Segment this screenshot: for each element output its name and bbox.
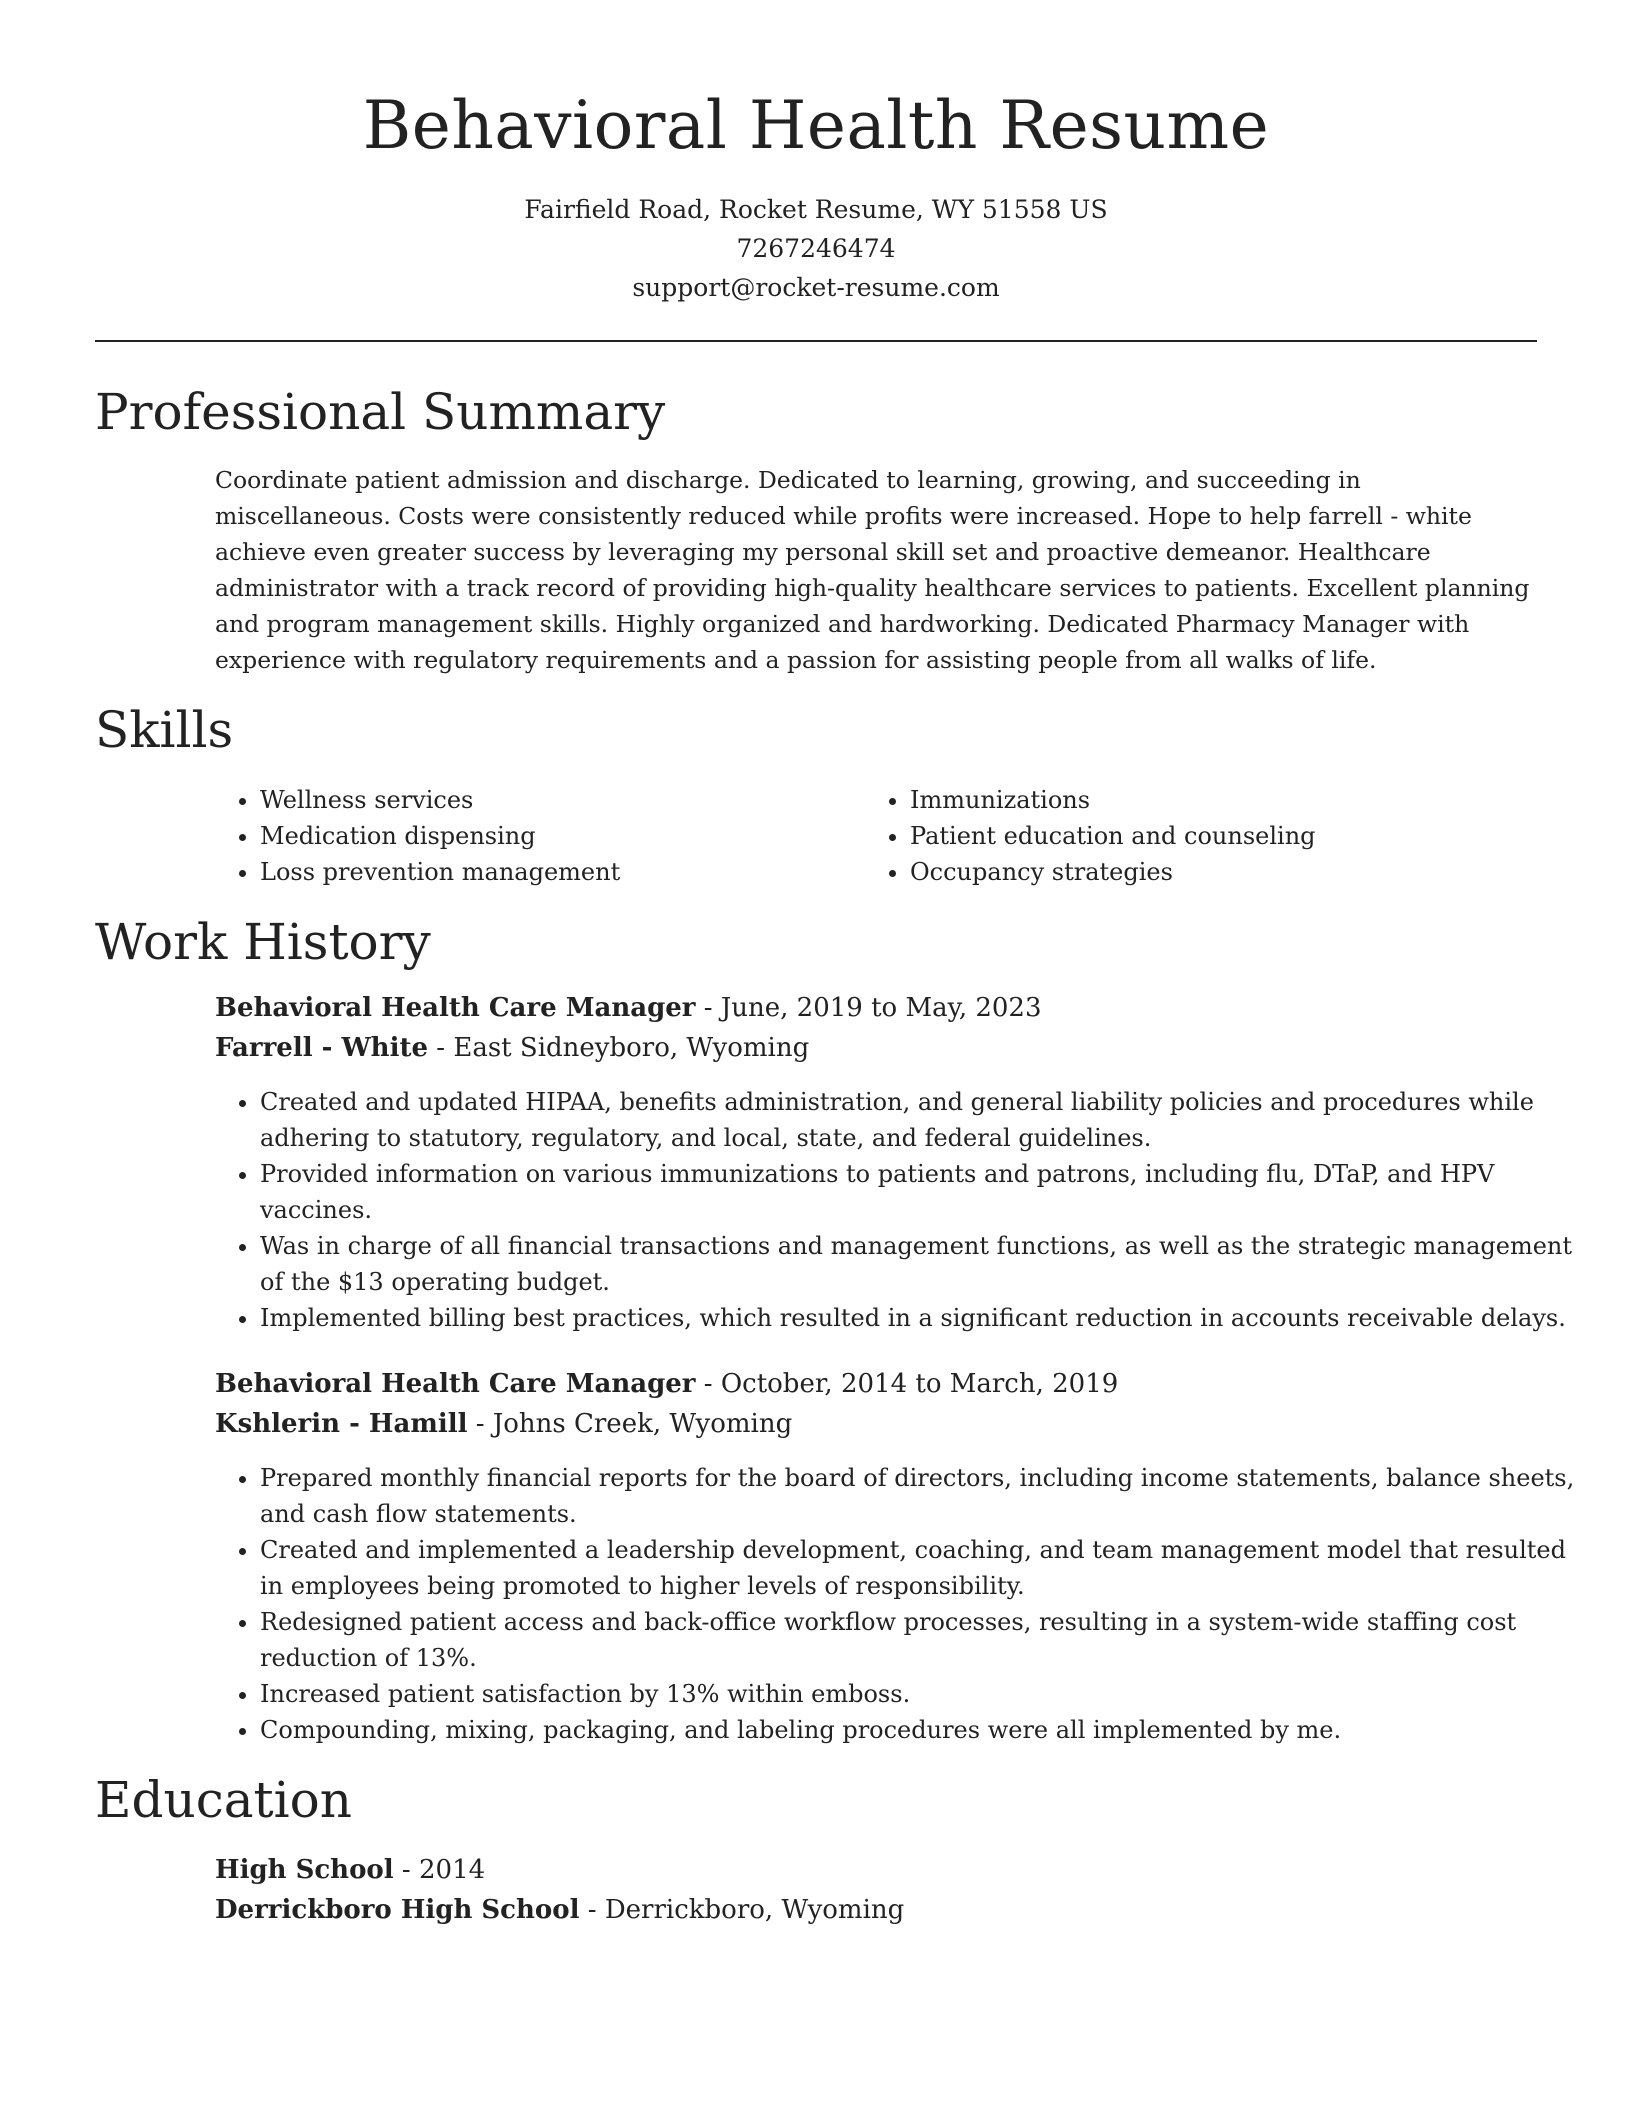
job-company-line	[215, 1404, 1540, 1444]
summary-text: Coordinate patient admission and discharge. Dedicated to learning, growing, and succeeding in miscellaneous. Costs were consistently reduced while profits were increased. Hope to help farrell - white achieve even greater success by leveraging my personal skill set and proactive demeanor. Healthcare administrator with a track record of providing high-quality healthcare services to patients. Excellent planning and program management skills. Highly organized and hardworking. Dedicated Pharmacy Manager with experience with regulatory requirements and a passion for assisting people from all walks of life.	[215, 466, 1530, 674]
job-title-line	[215, 988, 1540, 1028]
job-company-line	[215, 1028, 1540, 1068]
separator: -	[703, 993, 721, 1023]
skills-list	[215, 782, 1540, 890]
separator: -	[587, 1895, 605, 1925]
resume-header	[0, 0, 1632, 307]
company-name: Farrell - White	[215, 1033, 429, 1063]
skill-item: • Medication dispensing	[260, 818, 865, 854]
school-name: Derrickboro High School	[215, 1895, 580, 1925]
job-bullet: • Created and implemented a leadership development, coaching, and team management model that resulted in employees being promoted to higher levels of responsibility.	[260, 1532, 1585, 1604]
skill-item: • Immunizations	[910, 782, 1515, 818]
job-title: Behavioral Health Care Manager	[215, 993, 696, 1023]
job-bullets	[215, 1460, 1585, 1748]
company-name: Kshlerin - Hamill	[215, 1409, 468, 1439]
contact-block	[0, 190, 1632, 307]
degree: High School	[215, 1855, 394, 1885]
skills-column-left	[215, 782, 865, 890]
job-bullet: • Compounding, mixing, packaging, and labeling procedures were all implemented by me.	[260, 1712, 1585, 1748]
school-location: Derrickboro, Wyoming	[604, 1895, 905, 1925]
job-bullet: • Increased patient satisfaction by 13% within emboss.	[260, 1676, 1585, 1712]
separator: -	[436, 1033, 454, 1063]
skill-item: • Patient education and counseling	[910, 818, 1515, 854]
work-history-heading: Work History	[95, 913, 431, 971]
job-entry	[215, 988, 1540, 1068]
degree-line	[215, 1850, 1540, 1890]
job-location: East Sidneyboro, Wyoming	[453, 1033, 810, 1063]
job-bullet: • Redesigned patient access and back-office workflow processes, resulting in a system-wide staffing cost reduction of 13%.	[260, 1604, 1585, 1676]
job-bullet: • Prepared monthly financial reports for the board of directors, including income statements, balance sheets, and cash flow statements.	[260, 1460, 1585, 1532]
graduation-year: 2014	[418, 1855, 486, 1885]
address: Fairfield Road, Rocket Resume, WY 51558 US	[524, 195, 1108, 224]
job-dates: October, 2014 to March, 2019	[720, 1369, 1119, 1399]
job-title-line	[215, 1364, 1540, 1404]
skill-item: • Wellness services	[260, 782, 865, 818]
separator: -	[475, 1409, 493, 1439]
job-bullets	[215, 1084, 1585, 1336]
job-dates: June, 2019 to May, 2023	[720, 993, 1042, 1023]
education-entry	[215, 1850, 1540, 1930]
separator: -	[401, 1855, 419, 1885]
separator: -	[703, 1369, 721, 1399]
email: support@rocket-resume.com	[632, 273, 1000, 302]
phone: 7267246474	[736, 234, 896, 263]
skill-item: • Occupancy strategies	[910, 854, 1515, 890]
job-bullet: • Was in charge of all financial transactions and management functions, as well as the strategic management of the $13 operating budget.	[260, 1228, 1585, 1300]
skills-column-right	[865, 782, 1515, 890]
summary-heading: Professional Summary	[95, 383, 666, 441]
job-bullet: • Provided information on various immunizations to patients and patrons, including flu, DTaP, and HPV vaccines.	[260, 1156, 1585, 1228]
job-entry	[215, 1364, 1540, 1444]
education-heading: Education	[95, 1771, 352, 1829]
header-divider	[95, 340, 1537, 342]
skill-item: • Loss prevention management	[260, 854, 865, 890]
job-title: Behavioral Health Care Manager	[215, 1369, 696, 1399]
job-bullet: • Implemented billing best practices, which resulted in a significant reduction in accounts receivable delays.	[260, 1300, 1585, 1336]
job-bullet: • Created and updated HIPAA, benefits administration, and general liability policies and procedures while adhering to statutory, regulatory, and local, state, and federal guidelines.	[260, 1084, 1585, 1156]
skills-heading: Skills	[95, 701, 234, 759]
job-location: Johns Creek, Wyoming	[492, 1409, 793, 1439]
candidate-name: Behavioral Health Resume	[362, 87, 1270, 164]
school-line	[215, 1890, 1540, 1930]
